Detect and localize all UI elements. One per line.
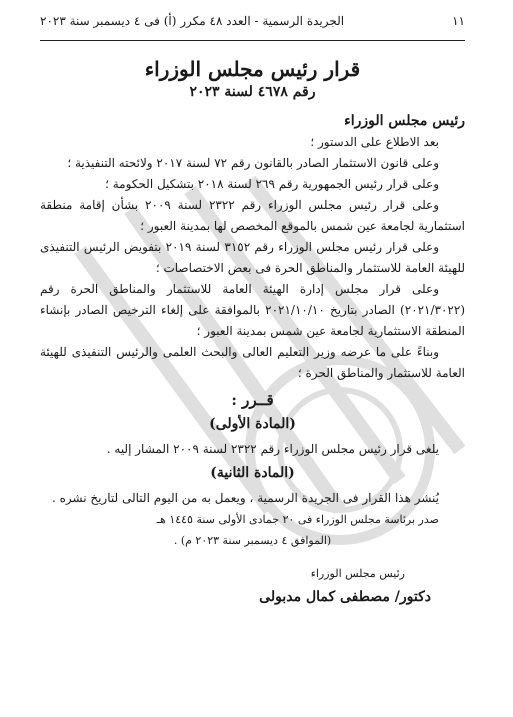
decree-body	[40, 56, 465, 608]
header-divider	[40, 40, 465, 41]
article-1-heading: (المادة الأولى)	[209, 416, 296, 432]
preamble-item: وعلى قرار رئيس مجلس الوزراء رقم ٣١٥٢ لسنة ٢٠١٩ بتفويض الرئيس التنفيذى للهيئة العامة للاستثمار والمناطق الحرة فى بعض الاختصاصات ؛	[40, 240, 465, 275]
preamble-item: وعلى قانون الاستثمار الصادر بالقانون رقم ٧٢ لسنة ٢٠١٧ ولائحته التنفيذية ؛	[67, 156, 439, 170]
signature-name: دكتور/ مصطفى كمال مدبولى	[259, 589, 431, 605]
preamble-item: بعد الاطلاع على الدستور ؛	[310, 135, 439, 149]
preamble-item: وعلى قرار رئيس مجلس الوزراء رقم ٢٣٢٢ لسنة ٢٠٠٩ بشأن إقامة منطقة استثمارية لجامعة عين شمس بالموقع المخصص لها بمدينة العبور ؛	[40, 198, 465, 233]
issuer-heading: رئيس مجلس الوزراء	[344, 113, 465, 129]
article-2-heading: (المادة الثانية)	[210, 465, 295, 481]
page-number: ١١	[452, 14, 465, 28]
preamble-item: وبناءً على ما عرضه وزير التعليم العالى والبحث العلمى والرئيس التنفيذى للهيئة العامة للاستثمار والمناطق الحرة ؛	[40, 345, 465, 380]
preamble-item: وعلى قرار رئيس الجمهورية رقم ٢٦٩ لسنة ٢٠١٨ بتشكيل الحكومة ؛	[105, 177, 439, 191]
issued-at: صدر برئاسة مجلس الوزراء فى ٢٠ جمادى الأولى سنة ١٤٤٥ هـ	[156, 513, 439, 526]
article-1-text: يلغى قرار رئيس مجلس الوزراء رقم ٢٣٢٢ لسنة ٢٠٠٩ المشار إليه .	[106, 442, 439, 456]
signature-title: رئيس مجلس الوزراء	[310, 567, 405, 580]
header-title: الجريدة الرسمية - العدد ٤٨ مكرر (أ) فى ٤ ديسمبر سنة ٢٠٢٣	[40, 14, 345, 28]
decides-heading: قــرر :	[231, 391, 274, 409]
page-header	[40, 14, 465, 28]
equivalent-date: (الموافق ٤ ديسمبر سنة ٢٠٢٣ م) .	[173, 534, 332, 547]
preamble-item: وعلى قرار مجلس إدارة الهيئة العامة للاستثمار والمناطق الحرة رقم (٢٠٢١/٣٠٢٢) الصادر بتاريخ ٢٠٢١/١٠/١٠ بالموافقة على إلغاء الترخيص الصادر بإنشاء المنطقة الاستثمارية لجامعة عين شمس بمدينة العبور ؛	[40, 282, 465, 338]
article-2-text: يُنشر هذا القرار فى الجريدة الرسمية ، ويعمل به من اليوم التالى لتاريخ نشره .	[51, 491, 439, 505]
decree-title: قرار رئيس مجلس الوزراء	[144, 57, 361, 81]
decree-number: رقم ٤٦٧٨ لسنة ٢٠٢٣	[189, 84, 316, 100]
